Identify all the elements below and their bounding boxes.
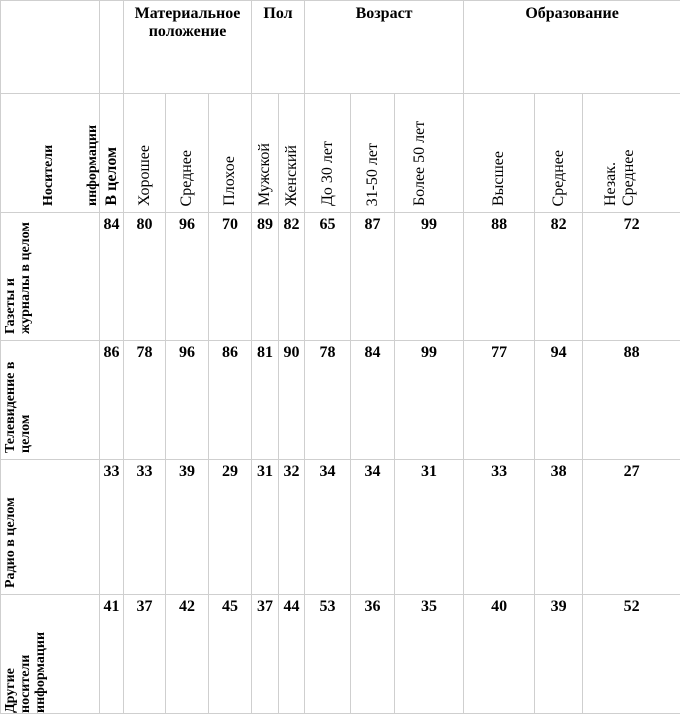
- cell-value: 88: [583, 341, 680, 460]
- cell-value: 42: [166, 595, 209, 714]
- col-male: Мужской: [252, 94, 279, 213]
- corner-label-line1: Носители: [41, 86, 56, 206]
- cell-value: 90: [279, 341, 305, 460]
- cell-value: 34: [351, 460, 395, 595]
- cell-value: 84: [100, 213, 124, 341]
- col-secondary: Среднее: [535, 94, 583, 213]
- cell-value: 41: [100, 595, 124, 714]
- cell-value: 44: [279, 595, 305, 714]
- cell-value: 33: [100, 460, 124, 595]
- cell-value: 99: [395, 213, 464, 341]
- col-higher: Высшее: [464, 94, 535, 213]
- group-material: Материальное положение: [124, 1, 252, 94]
- row-label: Радио в целом: [1, 460, 100, 595]
- cell-value: 32: [279, 460, 305, 595]
- cell-value: 65: [305, 213, 351, 341]
- cell-value: 29: [209, 460, 252, 595]
- cell-value: 78: [124, 341, 166, 460]
- group-age: Возраст: [305, 1, 464, 94]
- table-row: [1, 595, 680, 714]
- table-row: [1, 460, 680, 595]
- cell-value: 34: [305, 460, 351, 595]
- row-label: Телевидение в целом: [1, 341, 100, 460]
- cell-value: 99: [395, 341, 464, 460]
- cell-value: 39: [166, 460, 209, 595]
- cell-value: 52: [583, 595, 680, 714]
- cell-value: 31: [395, 460, 464, 595]
- cell-value: 82: [535, 213, 583, 341]
- cell-value: 27: [583, 460, 680, 595]
- table-row: [1, 341, 680, 460]
- cell-value: 70: [209, 213, 252, 341]
- cell-value: 37: [124, 595, 166, 714]
- total-group-cell: [100, 1, 124, 94]
- cell-value: 96: [166, 341, 209, 460]
- cell-value: 81: [252, 341, 279, 460]
- cell-value: 86: [100, 341, 124, 460]
- col-incomplete-secondary: Незак. Среднее: [583, 94, 680, 213]
- cell-value: 39: [535, 595, 583, 714]
- col-under30: До 30 лет: [305, 94, 351, 213]
- cell-value: 88: [464, 213, 535, 341]
- cell-value: 89: [252, 213, 279, 341]
- cell-value: 33: [464, 460, 535, 595]
- cell-value: 96: [166, 213, 209, 341]
- col-average: Среднее: [166, 94, 209, 213]
- table-row: [1, 213, 680, 341]
- cell-value: 72: [583, 213, 680, 341]
- col-good: Хорошее: [124, 94, 166, 213]
- cell-value: 82: [279, 213, 305, 341]
- row-label: Другие носители информации: [1, 595, 100, 714]
- cell-value: 80: [124, 213, 166, 341]
- cell-value: 86: [209, 341, 252, 460]
- cell-value: 77: [464, 341, 535, 460]
- cell-value: 40: [464, 595, 535, 714]
- col-bad: Плохое: [209, 94, 252, 213]
- group-sex: Пол: [252, 1, 305, 94]
- col-over50: Более 50 лет: [395, 94, 464, 213]
- corner-cell-top: [1, 1, 100, 94]
- cell-value: 38: [535, 460, 583, 595]
- col-31-50: 31-50 лет: [351, 94, 395, 213]
- cell-value: 45: [209, 595, 252, 714]
- column-header-row: [1, 94, 680, 213]
- cell-value: 31: [252, 460, 279, 595]
- cell-value: 33: [124, 460, 166, 595]
- corner-cell: [1, 94, 100, 213]
- cell-value: 53: [305, 595, 351, 714]
- cell-value: 84: [351, 341, 395, 460]
- row-label: Газеты и журналы в целом: [1, 213, 100, 341]
- cell-value: 94: [535, 341, 583, 460]
- group-education: Образование: [464, 1, 680, 94]
- cell-value: 78: [305, 341, 351, 460]
- cell-value: 87: [351, 213, 395, 341]
- cell-value: 35: [395, 595, 464, 714]
- group-header-row: [1, 1, 680, 94]
- cell-value: 36: [351, 595, 395, 714]
- col-total: В целом: [100, 94, 124, 213]
- corner-label-line2: информации: [85, 86, 100, 206]
- col-female: Женский: [279, 94, 305, 213]
- cell-value: 37: [252, 595, 279, 714]
